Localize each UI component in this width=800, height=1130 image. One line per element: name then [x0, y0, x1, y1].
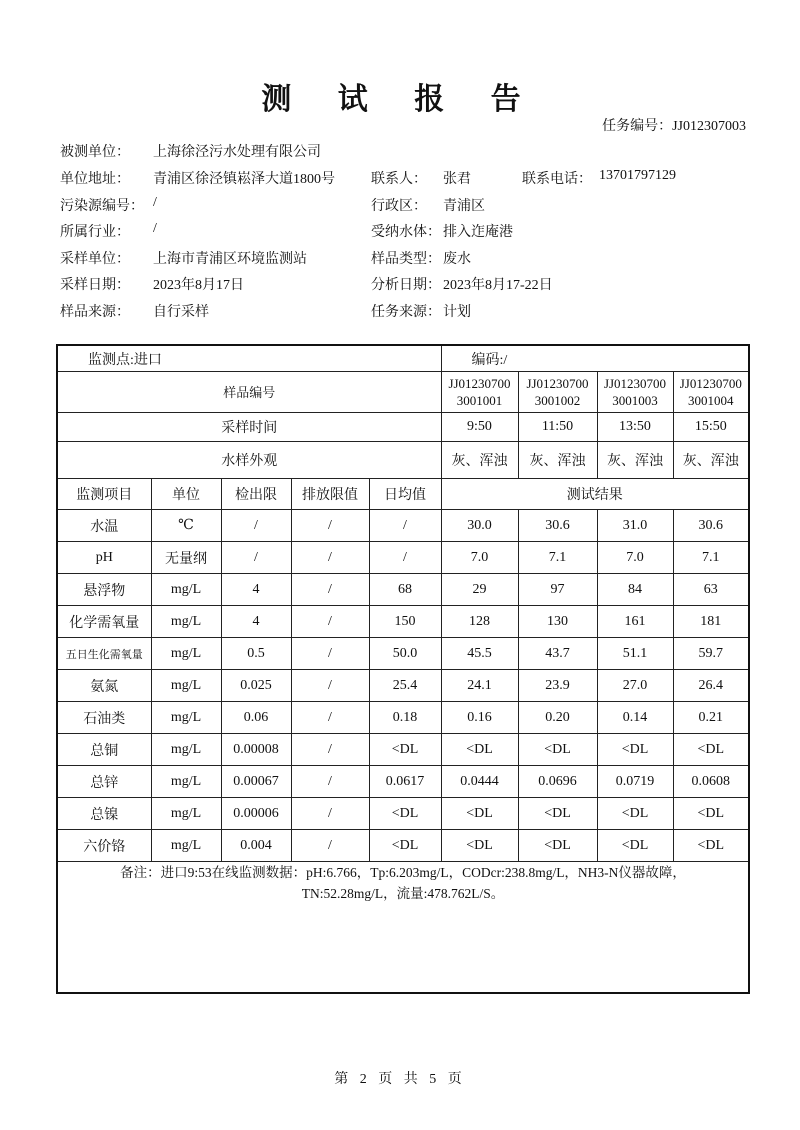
industry-value: / [153, 221, 157, 236]
sample-id: JJ01230700 3001003 [597, 372, 673, 413]
daily-average: / [369, 510, 441, 542]
daily-average: 68 [369, 574, 441, 606]
item-name: 悬浮物 [57, 574, 151, 606]
item-name: 六价铬 [57, 830, 151, 862]
table-row [57, 798, 749, 830]
item-name: 总锌 [57, 766, 151, 798]
detection-limit: 0.00006 [221, 798, 291, 830]
sampling-time: 15:50 [673, 413, 749, 442]
unit: 无量纲 [151, 542, 221, 574]
result-value: 128 [441, 606, 518, 638]
result-value: 7.0 [441, 542, 518, 574]
emission-limit: / [291, 638, 369, 670]
detection-limit: 0.004 [221, 830, 291, 862]
emission-limit: / [291, 606, 369, 638]
daily-average: <DL [369, 798, 441, 830]
result-value: <DL [518, 798, 597, 830]
emission-limit: / [291, 510, 369, 542]
result-value: 30.6 [518, 510, 597, 542]
table-row [57, 574, 749, 606]
info-sampling-unit: 采样单位： 上海市青浦区环境监测站 [60, 248, 130, 268]
task-source-value: 计划 [443, 305, 471, 320]
header-results: 测试结果 [441, 479, 749, 510]
sample-source-value: 自行采样 [153, 305, 209, 320]
monitoring-point: 监测点:进口 [57, 345, 441, 372]
detection-limit: / [221, 542, 291, 574]
appearance: 灰、浑浊 [518, 442, 597, 479]
result-value: 7.1 [518, 542, 597, 574]
receiving-water-value: 排入迮庵港 [443, 225, 513, 240]
result-value: 63 [673, 574, 749, 606]
daily-average: 25.4 [369, 670, 441, 702]
result-value: 7.1 [673, 542, 749, 574]
result-value: 161 [597, 606, 673, 638]
detection-limit: 0.5 [221, 638, 291, 670]
emission-limit: / [291, 574, 369, 606]
report-title: 测 试 报 告 [261, 82, 539, 117]
unit: mg/L [151, 670, 221, 702]
result-value: 30.0 [441, 510, 518, 542]
appearance: 灰、浑浊 [673, 442, 749, 479]
header-emission-limit: 排放限值 [291, 479, 369, 510]
sampling-date-value: 2023年8月17日 [153, 278, 244, 293]
code: 编码:/ [441, 345, 749, 372]
item-name: 化学需氧量 [57, 606, 151, 638]
info-analysis-date: 分析日期： 2023年8月17-22日 [371, 274, 441, 294]
table-row [57, 638, 749, 670]
task-number-label: 任务编号： [602, 119, 673, 134]
result-value: 23.9 [518, 670, 597, 702]
result-value: <DL [673, 734, 749, 766]
table-row [57, 542, 749, 574]
result-value: 0.0444 [441, 766, 518, 798]
table-row [57, 734, 749, 766]
info-sample-type: 样品类型： 废水 [371, 248, 441, 268]
remarks [57, 862, 749, 994]
result-value: 0.0608 [673, 766, 749, 798]
unit: mg/L [151, 798, 221, 830]
info-address: 单位地址： 青浦区徐泾镇崧泽大道1800号 [60, 168, 130, 188]
info-sample-source: 样品来源： 自行采样 [60, 301, 130, 321]
appearance: 灰、浑浊 [597, 442, 673, 479]
result-value: <DL [673, 830, 749, 862]
table-row [57, 510, 749, 542]
remarks-line-1: 备注：进口9:53在线监测数据：pH:6.766，Tp:6.203mg/L，CODcr:238.8mg/L，NH3-N仪器故障， [120, 865, 686, 880]
info-phone: 联系电话： 13701797129 [522, 168, 676, 187]
result-value: 7.0 [597, 542, 673, 574]
result-value: 0.21 [673, 702, 749, 734]
contact-value: 张君 [443, 172, 471, 187]
result-value: 31.0 [597, 510, 673, 542]
item-name: 石油类 [57, 702, 151, 734]
result-value: <DL [673, 798, 749, 830]
emission-limit: / [291, 670, 369, 702]
item-name: 五日生化需氧量 [57, 638, 151, 670]
detection-limit: 0.00067 [221, 766, 291, 798]
result-value: <DL [441, 798, 518, 830]
emission-limit: / [291, 766, 369, 798]
unit: mg/L [151, 734, 221, 766]
result-value: 97 [518, 574, 597, 606]
detection-limit: / [221, 510, 291, 542]
header-daily-avg: 日均值 [369, 479, 441, 510]
task-number-value: JJ012307003 [672, 119, 746, 134]
detection-limit: 0.06 [221, 702, 291, 734]
info-receiving-water: 受纳水体： 排入迮庵港 [371, 221, 441, 241]
sample-no-label: 样品编号 [57, 372, 441, 413]
unit: mg/L [151, 638, 221, 670]
unit: mg/L [151, 606, 221, 638]
unit: mg/L [151, 702, 221, 734]
result-value: 0.0696 [518, 766, 597, 798]
result-value: <DL [518, 830, 597, 862]
result-value: 181 [673, 606, 749, 638]
district-value: 青浦区 [443, 199, 485, 214]
sample-id: JJ01230700 3001002 [518, 372, 597, 413]
emission-limit: / [291, 798, 369, 830]
info-sampling-date: 采样日期： 2023年8月17日 [60, 274, 130, 294]
result-value: 27.0 [597, 670, 673, 702]
task-number [602, 115, 746, 135]
result-value: 45.5 [441, 638, 518, 670]
daily-average: <DL [369, 734, 441, 766]
remarks-line-2: TN:52.28mg/L，流量:478.762L/S。 [301, 886, 505, 901]
result-value: 0.20 [518, 702, 597, 734]
info-tested-unit: 被测单位： 上海徐泾污水处理有限公司 [60, 141, 130, 161]
table-row [57, 606, 749, 638]
emission-limit: / [291, 542, 369, 574]
daily-average: 150 [369, 606, 441, 638]
item-name: 氨氮 [57, 670, 151, 702]
daily-average: 50.0 [369, 638, 441, 670]
sample-id: JJ01230700 3001004 [673, 372, 749, 413]
daily-average: 0.18 [369, 702, 441, 734]
item-name: 总镍 [57, 798, 151, 830]
unit: ℃ [151, 510, 221, 542]
sampling-time: 13:50 [597, 413, 673, 442]
emission-limit: / [291, 702, 369, 734]
detection-limit: 0.025 [221, 670, 291, 702]
result-value: <DL [597, 798, 673, 830]
emission-limit: / [291, 830, 369, 862]
phone-value: 13701797129 [599, 168, 676, 183]
sampling-time: 9:50 [441, 413, 518, 442]
daily-average: <DL [369, 830, 441, 862]
sample-type-value: 废水 [443, 252, 471, 267]
result-value: <DL [597, 734, 673, 766]
daily-average: / [369, 542, 441, 574]
emission-limit: / [291, 734, 369, 766]
unit: mg/L [151, 574, 221, 606]
result-value: 30.6 [673, 510, 749, 542]
detection-limit: 4 [221, 606, 291, 638]
result-value: 51.1 [597, 638, 673, 670]
result-value: 0.16 [441, 702, 518, 734]
sampling-time-label: 采样时间 [57, 413, 441, 442]
detection-limit: 0.00008 [221, 734, 291, 766]
daily-average: 0.0617 [369, 766, 441, 798]
detection-limit: 4 [221, 574, 291, 606]
result-value: <DL [441, 830, 518, 862]
page-footer: 第 2 页 共 5 页 [334, 1072, 466, 1087]
result-value: 0.14 [597, 702, 673, 734]
info-district: 行政区： 青浦区 [371, 195, 427, 215]
result-value: 59.7 [673, 638, 749, 670]
info-industry: 所属行业： / [60, 221, 157, 240]
result-value: 84 [597, 574, 673, 606]
table-row [57, 830, 749, 862]
tested-unit-value: 上海徐泾污水处理有限公司 [153, 145, 321, 160]
result-value: <DL [518, 734, 597, 766]
item-name: pH [57, 542, 151, 574]
result-value: 0.0719 [597, 766, 673, 798]
item-name: 总铜 [57, 734, 151, 766]
sampling-unit-value: 上海市青浦区环境监测站 [153, 252, 307, 267]
result-value: 24.1 [441, 670, 518, 702]
appearance-label: 水样外观 [57, 442, 441, 479]
unit: mg/L [151, 766, 221, 798]
header-detection-limit: 检出限 [221, 479, 291, 510]
address-value: 青浦区徐泾镇崧泽大道1800号 [153, 172, 335, 187]
info-task-source: 任务来源： 计划 [371, 301, 441, 321]
info-pollution-source: 污染源编号： / [60, 195, 157, 214]
table-row [57, 670, 749, 702]
info-contact: 联系人： 张君 [371, 168, 427, 188]
analysis-date-value: 2023年8月17-22日 [443, 278, 553, 293]
sample-id: JJ01230700 3001001 [441, 372, 518, 413]
sampling-time: 11:50 [518, 413, 597, 442]
result-value: <DL [597, 830, 673, 862]
results-table [56, 344, 750, 994]
appearance: 灰、浑浊 [441, 442, 518, 479]
header-unit: 单位 [151, 479, 221, 510]
item-name: 水温 [57, 510, 151, 542]
result-value: 43.7 [518, 638, 597, 670]
header-item: 监测项目 [57, 479, 151, 510]
table-row [57, 766, 749, 798]
result-value: 29 [441, 574, 518, 606]
result-value: 130 [518, 606, 597, 638]
result-value: <DL [441, 734, 518, 766]
pollution-source-value: / [153, 195, 157, 210]
table-row [57, 702, 749, 734]
result-value: 26.4 [673, 670, 749, 702]
unit: mg/L [151, 830, 221, 862]
